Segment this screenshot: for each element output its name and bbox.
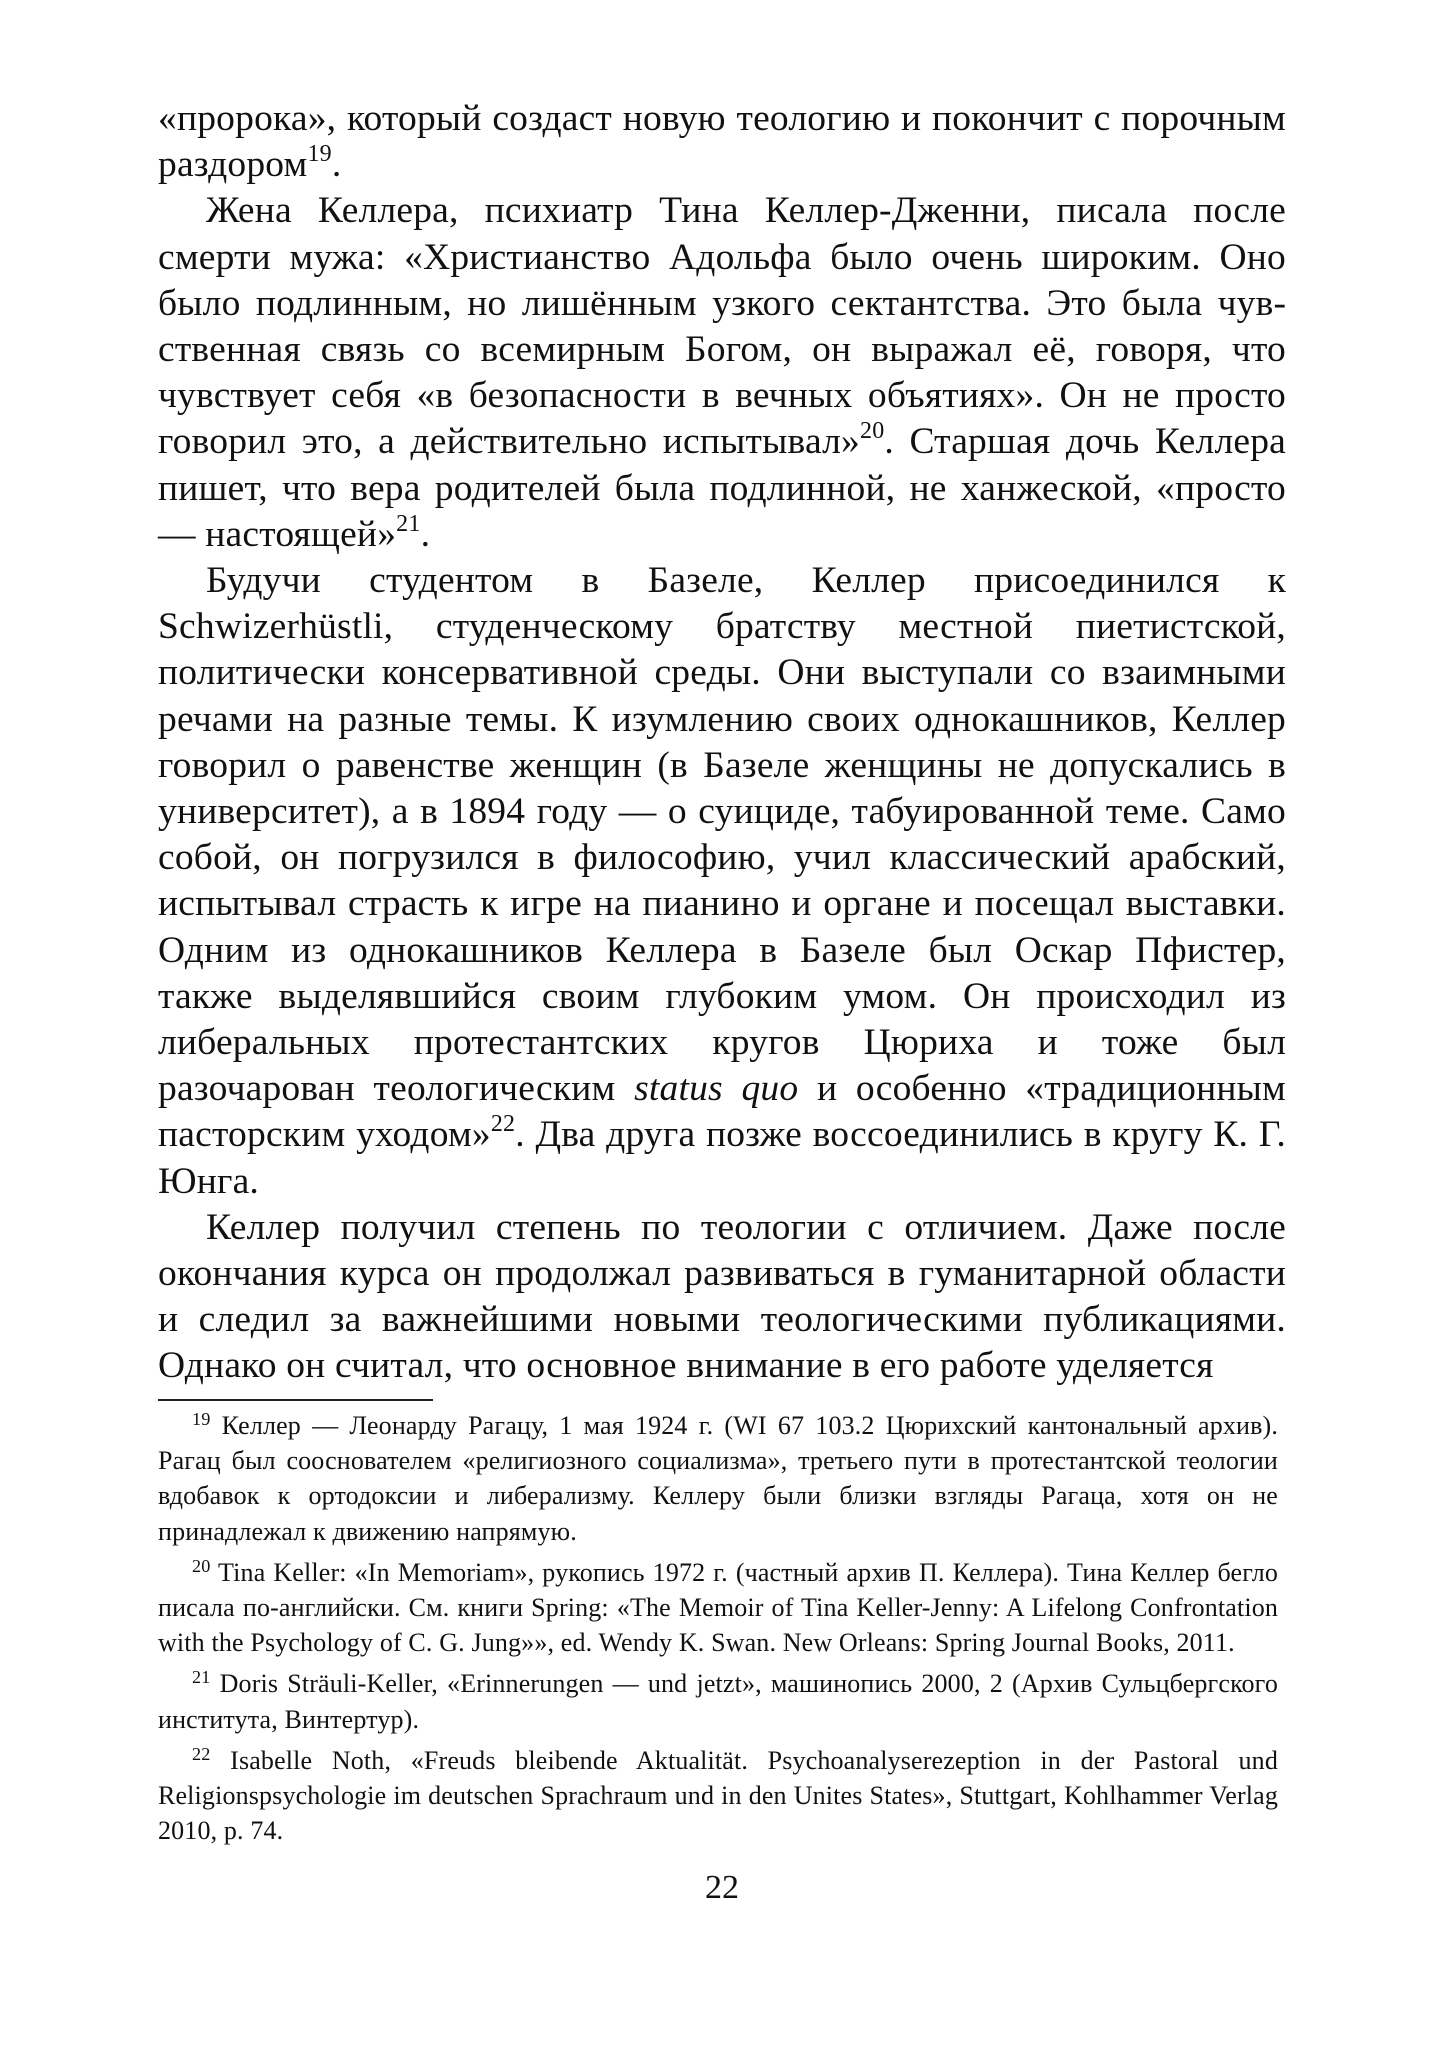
- text-run: Келлер получил степень по теологии с отличием. Даже после окончания курса он продолжал развиваться в гуманитарной области и следил за важнейшими новыми теологическими публикациями. Однако он считал, что основное внимание в его работе уделяется: [158, 1206, 1286, 1387]
- paragraph: [158, 96, 1286, 188]
- footnote-number: 21: [192, 1667, 211, 1688]
- footnote-text: Doris Sträuli-Keller, «Erinnerungen — und jetzt», машинопись 2000, 2 (Архив Сульцбергского института, Винтертур).: [158, 1669, 1278, 1734]
- footnote: [158, 1666, 1278, 1736]
- footnote-text: Isabelle Noth, «Freuds bleibende Aktualität. Psychoanalyserezeption in der Pastoral und Religionspsychologie im deutschen Sprachraum und in den Unites States», Stuttgart, Kohlhammer Verlag 2010, p. 74.: [158, 1745, 1278, 1846]
- paragraph: [158, 558, 1286, 1205]
- paragraph: [158, 188, 1286, 558]
- paragraph: [158, 1205, 1286, 1390]
- text-run: .: [331, 144, 342, 186]
- footnote-text: Келлер — Леонарду Рагацу, 1 мая 1924 г. (WI 67 103.2 Цюрихский кантональный архив). Рагац был сооснователем «религиозного социализма», третьего пути в протестантской теологии вдобавок к ортодоксии и либерализму. Келлеру были близки взгляды Рагаца, хотя он не принадлежал к движению напрямую.: [158, 1411, 1278, 1546]
- footnote: [158, 1555, 1278, 1661]
- footnote-text: Tina Keller: «In Memoriam», рукопись 1972 г. (частный архив П. Келлера). Тина Келлер бегло писала по-английски. См. книги Spring: «The Memoir of Tina Keller-Jenny: A Lifelong Confrontation with the Psychology of C. G. Jung»», ed. Wendy K. Swan. New Orleans: Spring Journal Books, 2011.: [158, 1557, 1278, 1658]
- text-run: . Старшая дочь Келлера пишет, что вера родителей была подлинной, не ханжеской, «просто — настоящей»: [158, 421, 1286, 555]
- footnote-reference: 22: [490, 1111, 516, 1138]
- italic-text: status quo: [634, 1068, 799, 1110]
- text-run: Жена Келлера, психиатр Тина Келлер-Дженни, писала после смерти мужа: «Христианство Адольфа было очень широким. Оно было подлинным, но лишённым узкого сектантства. Это была чувственная связь со всемирным Богом, он выражал её, говоря, что чувствует себя «в безопасности в вечных объятиях». Он не просто говорил это, а действительно испытывал»: [158, 190, 1286, 463]
- footnote-reference: 21: [396, 510, 421, 537]
- footnote: [158, 1743, 1278, 1849]
- footnote-reference: 20: [860, 418, 885, 445]
- page-number: 22: [705, 1869, 739, 1906]
- footnote: [158, 1408, 1278, 1549]
- text-run: и особенно «традиционным пасторским уходом»: [158, 1068, 1286, 1156]
- text-run: Будучи студентом в Базеле, Келлер присоединился к Schwizerhüstli, студенческому братству местной пиетистской, политически консервативной среды. Они выступали со взаимными речами на разные темы. К изумлению своих однокашников, Келлер говорил о равенстве женщин (в Базеле женщины не допускались в университет), а в 1894 году — о суициде, табуированной теме. Само собой, он погрузился в философию, учил классический арабский, испытывал страсть к игре на пианино и органе и посещал выставки. Одним из однокашников Келлера в Базеле был Оскар Пфистер, также выделявшийся своим глубоким умом. Он происходил из либеральных протестантских кругов Цюриха и тоже был разочарован теологическим: [158, 560, 1286, 1110]
- footnote-reference: 19: [307, 141, 332, 168]
- footnote-number: 22: [192, 1743, 211, 1764]
- footnote-separator: [158, 1399, 433, 1401]
- text-run: . Два друга позже воссоединились в кругу К. Г. Юнга.: [158, 1114, 1286, 1202]
- text-run: «пророка», который создаст новую теологию и покончит с порочным раздором: [158, 98, 1286, 186]
- footnote-number: 20: [192, 1555, 211, 1576]
- main-text: [158, 96, 1286, 1390]
- text-run: .: [420, 513, 431, 555]
- footnotes: [158, 1408, 1278, 1848]
- footnote-number: 19: [192, 1408, 211, 1429]
